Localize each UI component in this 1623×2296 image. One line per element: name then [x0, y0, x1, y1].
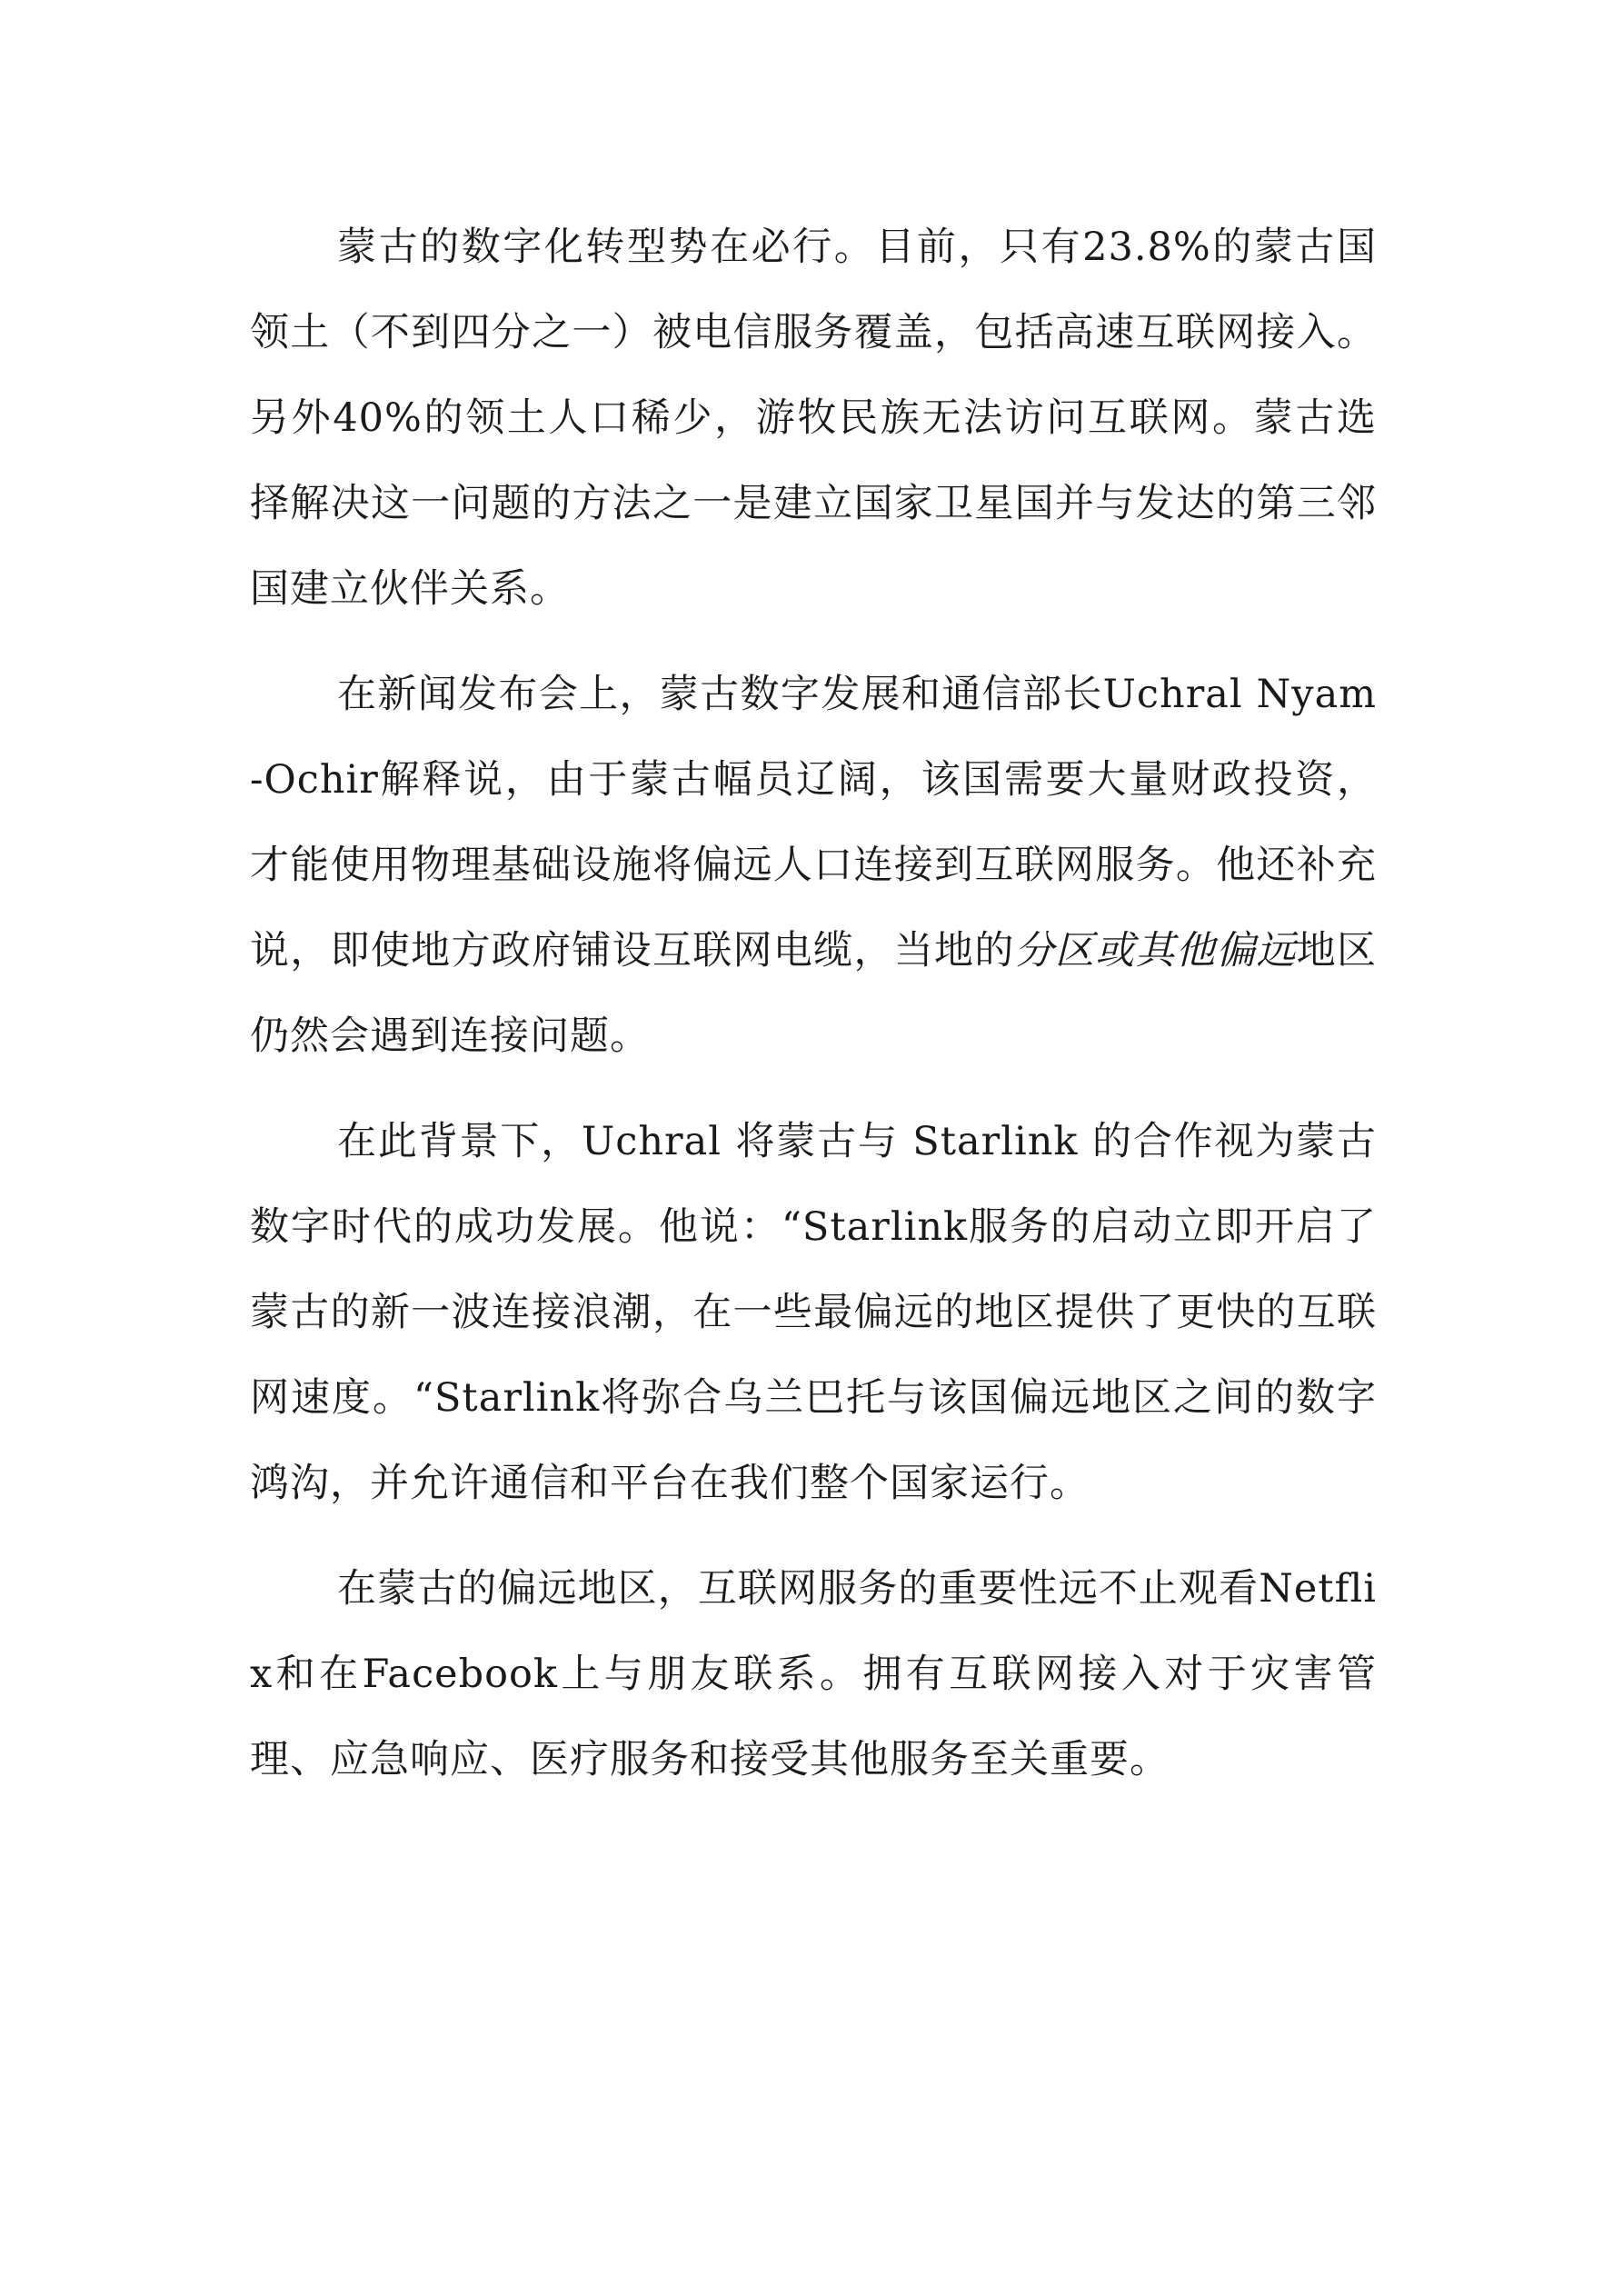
- paragraph-2-text-after: 地区仍然会遇到连接问题。: [250, 928, 1378, 1059]
- article-body: [250, 205, 1377, 1802]
- paragraph-1: 蒙古的数字化转型势在必行。目前，只有23.8%的蒙古国领土（不到四分之一）被电信服务覆盖，包括高速互联网接入。另外40%的领土人口稀少，游牧民族无法访问互联网。蒙古选择解决这一问题的方法之一是建立国家卫星国并与发达的第三邻国建立伙伴关系。: [250, 225, 1377, 612]
- paragraph-3: 在此背景下，Uchral 将蒙古与 Starlink 的合作视为蒙古数字时代的成功发展。他说：“Starlink服务的启动立即开启了蒙古的新一波连接浪潮，在一些最偏远的地区提供了更快的互联网速度。“Starlink将弥合乌兰巴托与该国偏远地区之间的数字鸿沟，并允许通信和平台在我们整个国家运行。: [250, 1119, 1377, 1506]
- paragraph-2: [250, 652, 1377, 1079]
- paragraph-2-italic-text: 分区或其他偏远: [1014, 928, 1297, 973]
- paragraph-2-text-before: 在新闻发布会上，蒙古数字发展和通信部长Uchral Nyam-Ochir解释说，由于蒙古幅员辽阔，该国需要大量财政投资，才能使用物理基础设施将偏远人口连接到互联网服务。他还补充说，即使地方政府铺设互联网电缆，当地的: [250, 672, 1377, 973]
- paragraph-4: 在蒙古的偏远地区，互联网服务的重要性远不止观看Netflix和在Facebook上与朋友联系。拥有互联网接入对于灾害管理、应急响应、医疗服务和接受其他服务至关重要。: [250, 1566, 1377, 1782]
